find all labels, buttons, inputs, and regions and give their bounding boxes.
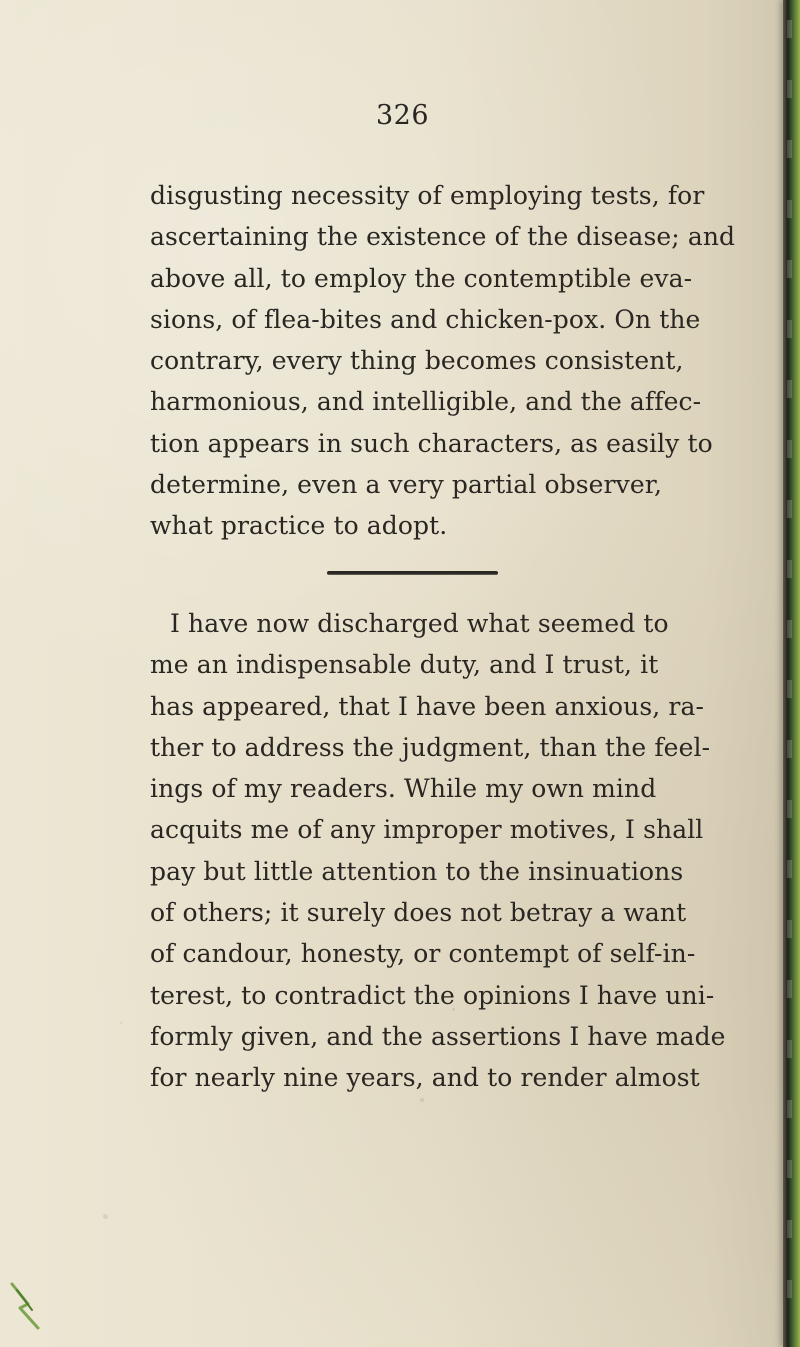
section-divider <box>327 571 498 575</box>
paper-speck <box>103 1214 108 1219</box>
paragraph-line: acquits me of any improper motives, I shall <box>150 815 704 845</box>
paragraph-line: of candour, honesty, or contempt of self-in- <box>150 939 696 969</box>
paper-speck <box>420 1098 424 1102</box>
second-paragraph <box>150 603 726 1099</box>
paragraph-line: ther to address the judgment, than the feel- <box>150 732 711 762</box>
page-number: 326 <box>376 100 430 131</box>
paragraph-line: what practice to adopt. <box>150 511 448 541</box>
paragraph-line: sions, of flea-bites and chicken-pox. On the <box>150 304 701 334</box>
paragraph-line: disgusting necessity of employing tests, for <box>150 181 705 210</box>
paragraph-line: me an indispensable duty, and I trust, it <box>150 650 659 680</box>
first-paragraph <box>150 175 736 547</box>
paragraph-line: harmonious, and intelligible, and the affec- <box>150 387 702 417</box>
paragraph-line: for nearly nine years, and to render almost <box>150 1063 700 1093</box>
paragraph-line: tion appears in such characters, as easily to <box>150 428 713 458</box>
paragraph-line: above all, to employ the contemptible eva- <box>150 263 693 293</box>
paper-speck <box>452 1008 455 1011</box>
paragraph-line: contrary, every thing becomes consistent, <box>150 346 684 376</box>
book-spine-edge <box>783 0 800 1347</box>
paragraph-line: pay but little attention to the insinuations <box>150 856 684 886</box>
bookmark-icon <box>10 1282 44 1330</box>
paragraph-line: I have now discharged what seemed to <box>170 609 669 638</box>
paragraph-line: has appeared, that I have been anxious, ra- <box>150 691 704 721</box>
paragraph-line: terest, to contradict the opinions I have uni- <box>150 980 715 1010</box>
paragraph-line: determine, even a very partial observer, <box>150 470 663 500</box>
paragraph-line: of others; it surely does not betray a want <box>150 898 687 928</box>
paragraph-line: formly given, and the assertions I have made <box>150 1021 726 1051</box>
paragraph-line: ascertaining the existence of the disease; and <box>150 222 736 252</box>
paragraph-line: ings of my readers. While my own mind <box>150 774 657 804</box>
paper-speck <box>120 1022 122 1024</box>
